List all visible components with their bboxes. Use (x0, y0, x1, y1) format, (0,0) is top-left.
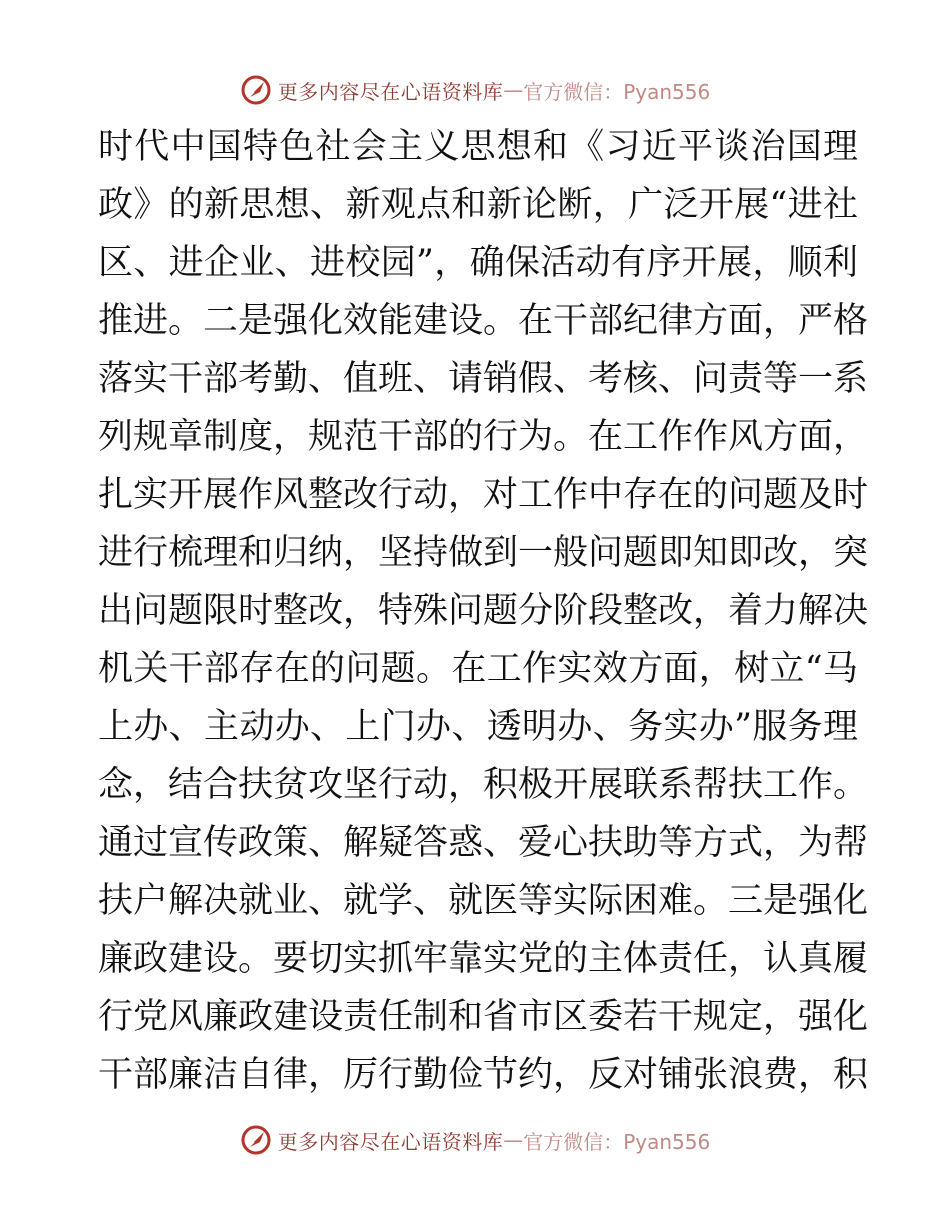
body-line: 列规章制度，规范干部的行为。在工作作风方面， (98, 417, 869, 457)
footer-banner (0, 1122, 950, 1158)
body-line: 机关干部存在的问题。在工作实效方面，树立“马 (98, 649, 858, 689)
body-line: 扶户解决就业、就学、就医等实际困难。三是强化 (98, 881, 869, 921)
body-line: 上办、主动办、上门办、透明办、务实办”服务理 (98, 707, 858, 747)
body-line: 推进。二是强化效能建设。在干部纪律方面，严格 (98, 301, 869, 341)
header-banner-wechat: 官方微信：Pyan556 (523, 79, 711, 104)
footer-banner-title: 更多内容尽在心语资料库 (277, 1129, 504, 1154)
body-line: 干部廉洁自律，厉行勤俭节约，反对铺张浪费，积 (98, 1055, 869, 1095)
body-line: 进行梳理和归纳，坚持做到一般问题即知即改，突 (98, 533, 869, 573)
footer-banner-wechat: 官方微信：Pyan556 (523, 1129, 711, 1154)
body-line: 出问题限时整改，特殊问题分阶段整改，着力解决 (98, 591, 869, 631)
header-banner (0, 72, 950, 108)
body-line: 行党风廉政建设责任制和省市区委若干规定，强化 (98, 997, 869, 1037)
feather-pen-logo-icon (240, 1124, 272, 1156)
body-line: 廉政建设。要切实抓牢靠实党的主体责任，认真履 (98, 939, 869, 979)
body-line: 政》的新思想、新观点和新论断，广泛开展“进社 (98, 185, 858, 225)
body-line: 念，结合扶贫攻坚行动，积极开展联系帮扶工作。 (98, 765, 869, 805)
header-banner-dash: — (503, 78, 524, 102)
body-line: 扎实开展作风整改行动，对工作中存在的问题及时 (98, 475, 869, 515)
body-line: 通过宣传政策、解疑答惑、爱心扶助等方式，为帮 (98, 823, 869, 863)
document-body (98, 118, 869, 1104)
body-line: 落实干部考勤、值班、请销假、考核、问责等一系 (98, 359, 869, 399)
footer-banner-dash: — (503, 1128, 524, 1152)
feather-pen-logo-icon (240, 74, 272, 106)
body-line: 时代中国特色社会主义思想和《习近平谈治国理 (98, 127, 858, 167)
header-banner-title: 更多内容尽在心语资料库 (277, 79, 504, 104)
body-line: 区、进企业、进校园”，确保活动有序开展，顺利 (98, 243, 858, 283)
